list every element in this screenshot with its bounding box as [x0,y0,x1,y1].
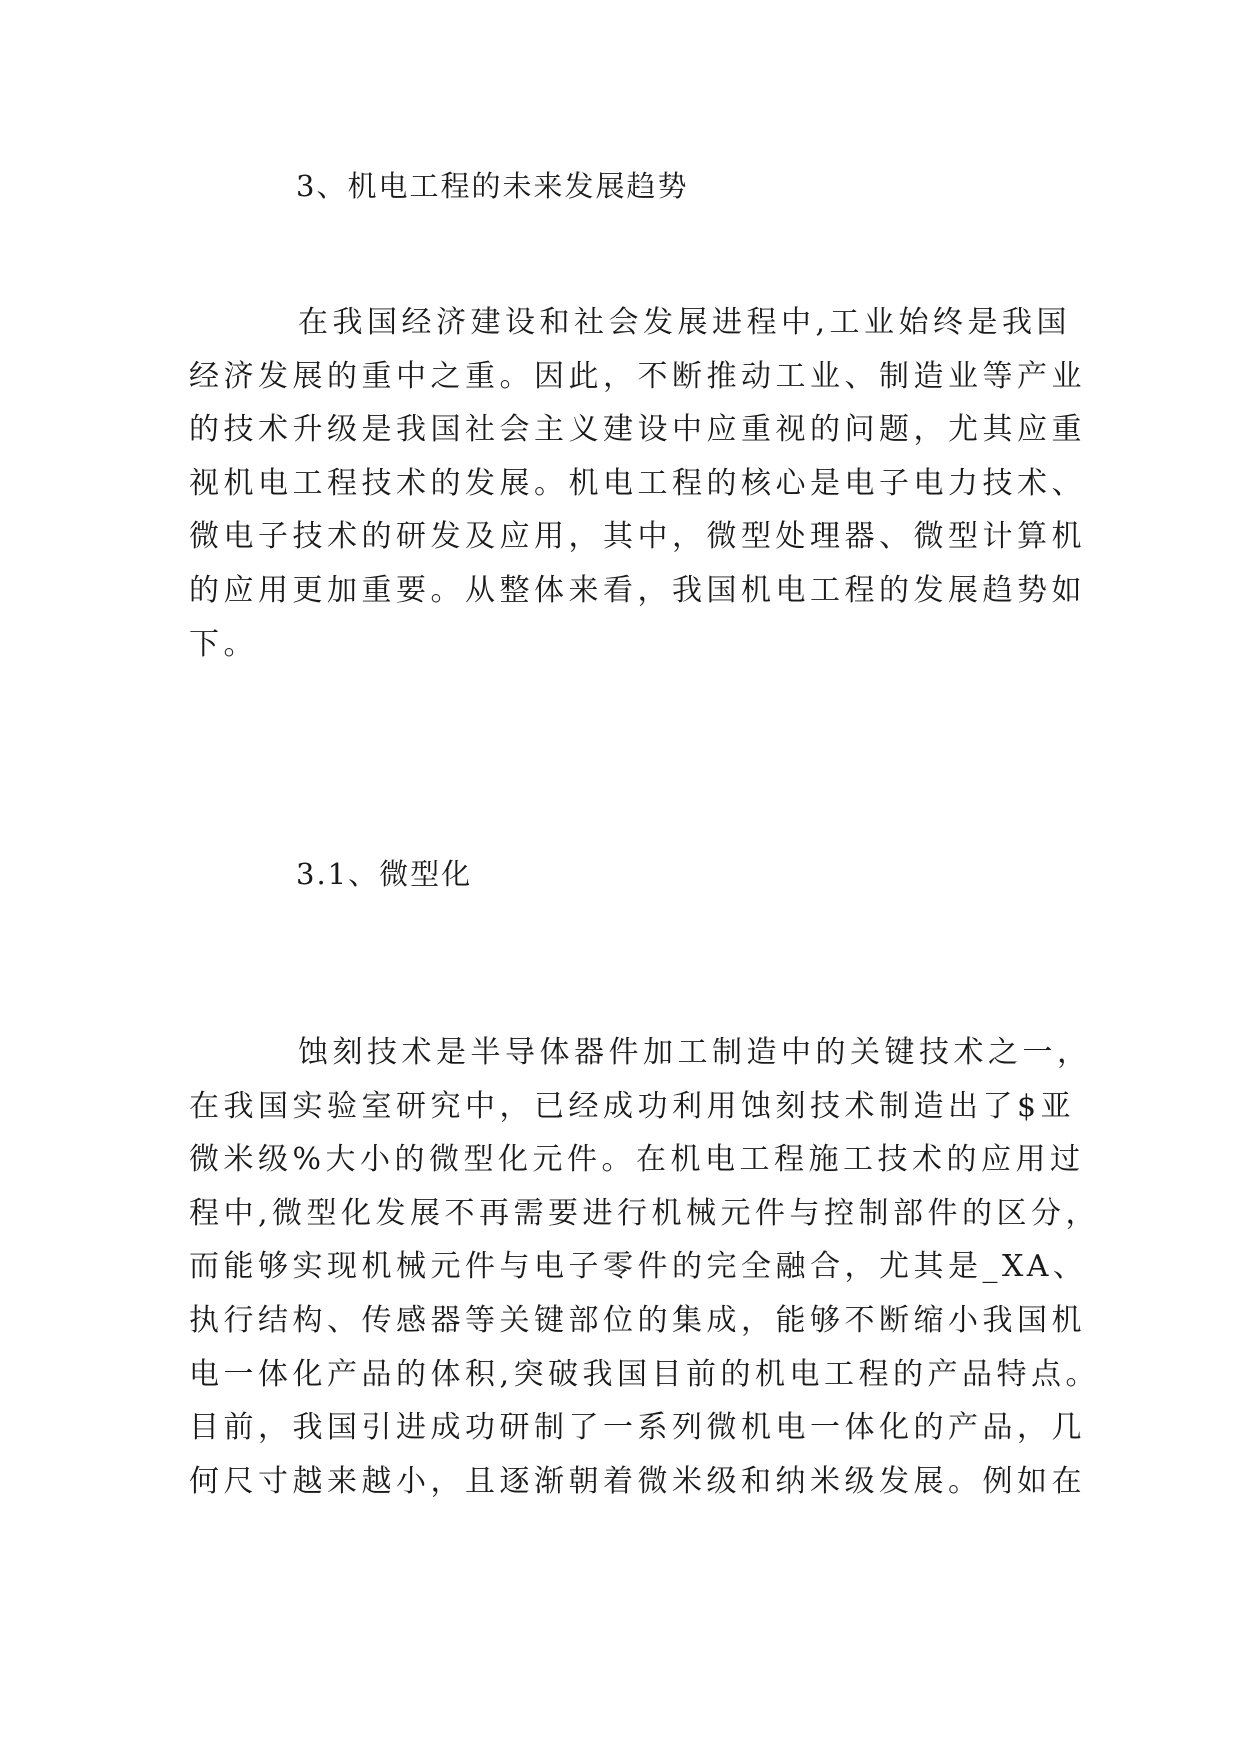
paragraph-line: 的技术升级是我国社会主义建设中应重视的问题，尤其应重 [189,412,1086,448]
paragraph-line: 经济发展的重中之重。因此，不断推动工业、制造业等产业 [189,358,1086,394]
section-heading-3: 3、机电工程的未来发展趋势 [296,169,689,203]
paragraph-line: 视机电工程技术的发展。机电工程的核心是电子电力技术、 [189,465,1086,501]
paragraph-line: 的应用更加重要。从整体来看，我国机电工程的发展趋势如 [189,572,1086,608]
section-heading-3-1: 3.1、微型化 [296,857,473,891]
paragraph-line: 何尺寸越来越小，且逐渐朝着微米级和纳米级发展。例如在 [189,1463,1086,1499]
paragraph-development-trends [189,296,1086,671]
paragraph-line: 微米级%大小的微型化元件。在机电工程施工技术的应用过 [189,1142,1085,1178]
paragraph-line: 微电子技术的研发及应用，其中，微型处理器、微型计算机 [189,519,1086,555]
paragraph-line: 电一体化产品的体积,突破我国目前的机电工程的产品特点。 [189,1356,1101,1392]
paragraph-line: 在我国实验室研究中，已经成功利用蚀刻技术制造出了$亚 [189,1088,1076,1124]
paragraph-miniaturization [189,1026,1101,1508]
paragraph-line: 程中,微型化发展不再需要进行机械元件与控制部件的区分， [189,1195,1101,1231]
paragraph-line: 执行结构、传感器等关键部位的集成，能够不断缩小我国机 [189,1302,1086,1338]
paragraph-line: 蚀刻技术是半导体器件加工制造中的关键技术之一， [298,1035,1092,1070]
paragraph-line: 目前，我国引进成功研制了一系列微机电一体化的产品，几 [189,1410,1086,1446]
paragraph-line: 下。 [189,626,258,662]
paragraph-line: 而能够实现机械元件与电子零件的完全融合，尤其是_XA、 [189,1249,1088,1285]
paragraph-line: 在我国经济建设和社会发展进程中,工业始终是我国 [298,305,1072,340]
